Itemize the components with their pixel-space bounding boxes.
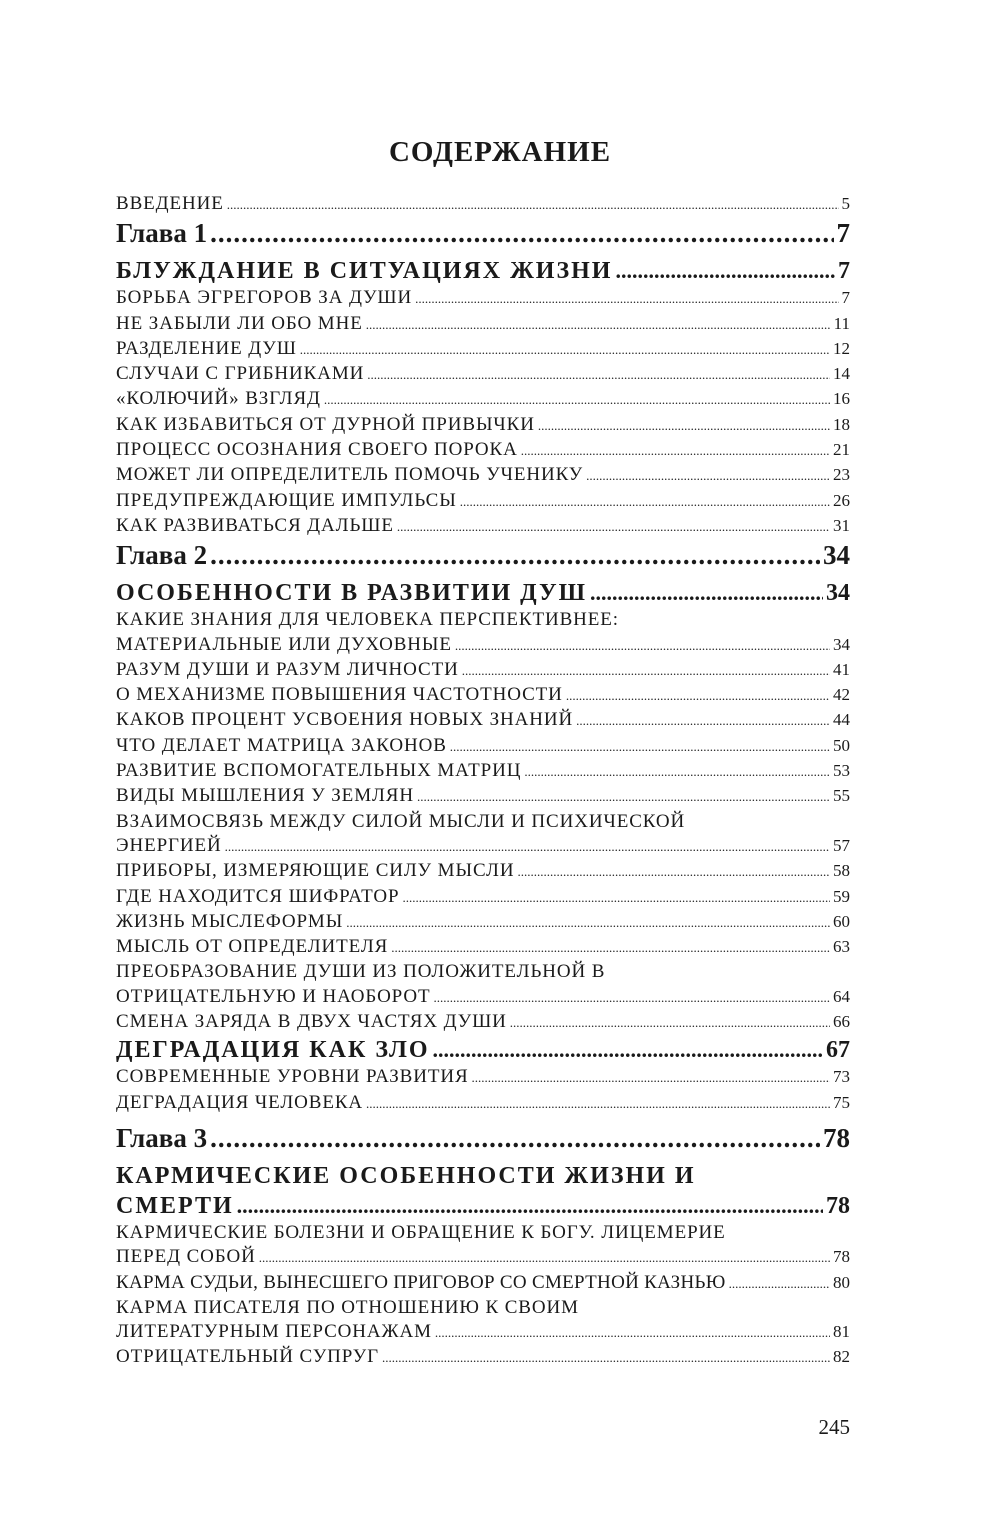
toc-entry-page: 31 — [833, 515, 850, 535]
dot-leader — [237, 1191, 823, 1221]
toc-entry-page: 53 — [833, 761, 850, 781]
toc-section-3[interactable] — [116, 1035, 850, 1065]
page-title: СОДЕРЖАНИЕ — [388, 136, 612, 168]
toc-entry[interactable] — [116, 734, 850, 759]
toc-chapter-page: 78 — [823, 1122, 850, 1153]
toc-entry-title: «КОЛЮЧИЙ» ВЗГЛЯД — [116, 388, 321, 410]
toc-entry[interactable] — [116, 1245, 850, 1270]
toc-entry[interactable] — [116, 1010, 850, 1035]
dot-leader — [225, 834, 830, 859]
toc-entry-page: 21 — [833, 440, 850, 460]
toc-entry-page: 73 — [833, 1067, 850, 1087]
dot-leader — [367, 362, 830, 387]
toc-entry-page: 50 — [833, 735, 850, 755]
toc-entry-page: 66 — [833, 1012, 850, 1032]
toc-entry-title: ПЕРЕД СОБОЙ — [116, 1246, 256, 1268]
toc-entry-title-line1[interactable]: КАРМИЧЕСКИЕ БОЛЕЗНИ И ОБРАЩЕНИЕ К БОГУ. ЛИЦЕМЕРИЕ — [116, 1221, 726, 1243]
toc-entry-page: 7 — [841, 288, 850, 308]
dot-leader — [227, 192, 839, 217]
toc-entry-page: 18 — [833, 414, 850, 434]
toc-entry[interactable] — [116, 387, 850, 412]
toc-entry-title: МОЖЕТ ЛИ ОПРЕДЕЛИТЕЛЬ ПОМОЧЬ УЧЕНИКУ — [116, 464, 584, 486]
toc-entry[interactable] — [116, 658, 850, 683]
toc-section-title: СМЕРТИ — [116, 1192, 234, 1219]
toc-entry-page: 64 — [833, 986, 850, 1006]
toc-entry[interactable] — [116, 362, 850, 387]
toc-section-title: ДЕГРАДАЦИЯ КАК ЗЛО — [116, 1037, 430, 1064]
toc-entry[interactable] — [116, 286, 850, 311]
dot-leader — [210, 539, 820, 572]
dot-leader — [435, 1320, 830, 1345]
toc-entry[interactable] — [116, 312, 850, 337]
dot-leader — [586, 463, 830, 488]
toc-entry-page: 34 — [833, 634, 850, 654]
toc-entry-title: ЭНЕРГИЕЙ — [116, 834, 222, 856]
toc-entry[interactable] — [116, 784, 850, 809]
toc-entry-intro[interactable] — [116, 192, 850, 217]
toc-entry[interactable] — [116, 683, 850, 708]
toc-section-title: ОСОБЕННОСТИ В РАЗВИТИИ ДУШ — [116, 580, 587, 607]
toc-chapter-2[interactable] — [116, 539, 850, 572]
toc-chapter-page: 7 — [836, 218, 850, 249]
toc-entry[interactable] — [116, 859, 850, 884]
dot-leader — [397, 514, 830, 539]
toc-entry[interactable] — [116, 1271, 850, 1296]
toc-section-1[interactable] — [116, 256, 850, 286]
toc-entry-title: КАКОВ ПРОЦЕНТ УСВОЕНИЯ НОВЫХ ЗНАНИЙ — [116, 709, 574, 731]
toc-entry[interactable] — [116, 935, 850, 960]
toc-entry-title: ЧТО ДЕЛАЕТ МАТРИЦА ЗАКОНОВ — [116, 734, 447, 756]
toc-entry[interactable] — [116, 1320, 850, 1345]
page-number: 245 — [818, 1415, 850, 1439]
toc-entry-page: 41 — [833, 659, 850, 679]
dot-leader — [462, 658, 830, 683]
dot-leader — [366, 312, 831, 337]
toc-entry[interactable] — [116, 910, 850, 935]
dot-leader — [566, 683, 830, 708]
toc-section-page: 7 — [838, 258, 850, 285]
toc-entry-title: РАЗУМ ДУШИ И РАЗУМ ЛИЧНОСТИ — [116, 658, 459, 680]
toc-entry-title: ПРИБОРЫ, ИЗМЕРЯЮЩИЕ СИЛУ МЫСЛИ — [116, 860, 515, 882]
toc-chapter-3[interactable] — [116, 1122, 850, 1155]
toc-entry-title: СОВРЕМЕННЫЕ УРОВНИ РАЗВИТИЯ — [116, 1066, 469, 1088]
dot-leader — [472, 1065, 830, 1090]
toc-entry[interactable] — [116, 834, 850, 859]
toc-entry-title: ОТРИЦАТЕЛЬНЫЙ СУПРУГ — [116, 1346, 380, 1368]
dot-leader — [521, 438, 830, 463]
toc-entry-title: ЖИЗНЬ МЫСЛЕФОРМЫ — [116, 910, 344, 932]
toc-entry[interactable] — [116, 759, 850, 784]
toc-chapter-1[interactable] — [116, 217, 850, 250]
dot-leader — [433, 1035, 823, 1065]
dot-leader — [524, 759, 830, 784]
dot-leader — [538, 413, 830, 438]
toc-chapter-title: Глава 3 — [116, 1122, 208, 1153]
toc-entry[interactable] — [116, 708, 850, 733]
toc-section-page: 67 — [826, 1037, 850, 1064]
dot-leader — [434, 985, 830, 1010]
toc-chapter-page: 34 — [823, 540, 850, 571]
toc-entry-page: 26 — [833, 490, 850, 510]
toc-entry-title-line1[interactable]: ВЗАИМОСВЯЗЬ МЕЖДУ СИЛОЙ МЫСЛИ И ПСИХИЧЕСКОЙ — [116, 810, 686, 832]
toc-chapter-title: Глава 2 — [116, 540, 208, 571]
dot-leader — [382, 1345, 830, 1370]
toc-section-2[interactable] — [116, 578, 850, 608]
toc-entry-title-line1[interactable]: КАКИЕ ЗНАНИЯ ДЛЯ ЧЕЛОВЕКА ПЕРСПЕКТИВНЕЕ: — [116, 609, 619, 631]
toc-entry-page: 12 — [833, 338, 850, 358]
dot-leader — [450, 734, 830, 759]
dot-leader — [415, 286, 838, 311]
dot-leader — [510, 1010, 830, 1035]
toc-entry-title: СЛУЧАИ С ГРИБНИКАМИ — [116, 363, 365, 385]
toc-entry-page: 60 — [833, 911, 850, 931]
toc-section-page: 78 — [826, 1192, 850, 1219]
toc-entry[interactable] — [116, 489, 850, 514]
toc-entry[interactable] — [116, 633, 850, 658]
toc-entry-page: 14 — [833, 364, 850, 384]
toc-entry-title: КАК ИЗБАВИТЬСЯ ОТ ДУРНОЙ ПРИВЫЧКИ — [116, 413, 535, 435]
toc-entry-title: О МЕХАНИЗМЕ ПОВЫШЕНИЯ ЧАСТОТНОСТИ — [116, 684, 563, 706]
toc-entry[interactable] — [116, 514, 850, 539]
toc-entry-page: 11 — [833, 313, 850, 333]
toc-entry-title: ОТРИЦАТЕЛЬНУЮ И НАОБОРОТ — [116, 985, 431, 1007]
toc-entry-page: 55 — [833, 786, 850, 806]
toc-entry-page: 59 — [833, 886, 850, 906]
dot-leader — [403, 885, 830, 910]
toc-entry-page: 63 — [833, 937, 850, 957]
toc-entry-title-line1[interactable]: ПРЕОБРАЗОВАНИЕ ДУШИ ИЗ ПОЛОЖИТЕЛЬНОЙ В — [116, 961, 606, 983]
dot-leader — [324, 387, 830, 412]
dot-leader — [460, 489, 830, 514]
toc-entry-page: 81 — [833, 1322, 850, 1342]
dot-leader — [615, 256, 835, 286]
dot-leader — [576, 708, 830, 733]
toc-entry-title: КАРМА СУДЬИ, ВЫНЕСШЕГО ПРИГОВОР СО СМЕРТНОЙ КАЗНЬЮ — [116, 1271, 726, 1293]
toc-entry-title: КАК РАЗВИВАТЬСЯ ДАЛЬШЕ — [116, 514, 394, 536]
toc-entry-title: РАЗВИТИЕ ВСПОМОГАТЕЛЬНЫХ МАТРИЦ — [116, 760, 522, 782]
toc-section-title: БЛУЖДАНИЕ В СИТУАЦИЯХ ЖИЗНИ — [116, 258, 613, 285]
dot-leader — [210, 217, 833, 250]
dot-leader — [366, 1091, 830, 1116]
toc-entry-page: 42 — [833, 685, 850, 705]
dot-leader — [590, 578, 823, 608]
toc-entry-page: 80 — [833, 1272, 850, 1292]
dot-leader — [300, 337, 830, 362]
toc-entry[interactable] — [116, 413, 850, 438]
toc-entry-page: 57 — [833, 835, 850, 855]
toc-entry[interactable] — [116, 1065, 850, 1090]
toc-section-4[interactable] — [116, 1191, 850, 1221]
toc-entry-title: ПРОЦЕСС ОСОЗНАНИЯ СВОЕГО ПОРОКА — [116, 439, 518, 461]
toc-entry[interactable] — [116, 337, 850, 362]
dot-leader — [259, 1245, 830, 1270]
toc-entry-page: 16 — [833, 389, 850, 409]
dot-leader — [391, 935, 830, 960]
toc-chapter-title: Глава 1 — [116, 218, 208, 249]
toc-entry-title: МАТЕРИАЛЬНЫЕ ИЛИ ДУХОВНЫЕ — [116, 633, 452, 655]
toc-entry-page: 44 — [833, 710, 850, 730]
toc-entry-page: 75 — [833, 1092, 850, 1112]
toc-entry-title: БОРЬБА ЭГРЕГОРОВ ЗА ДУШИ — [116, 287, 413, 309]
dot-leader — [346, 910, 830, 935]
toc-entry[interactable] — [116, 438, 850, 463]
dot-leader — [455, 633, 830, 658]
toc-entry-title: ГДЕ НАХОДИТСЯ ШИФРАТОР — [116, 885, 400, 907]
toc-entry-page: 23 — [833, 465, 850, 485]
toc-entry-title: СМЕНА ЗАРЯДА В ДВУХ ЧАСТЯХ ДУШИ — [116, 1011, 507, 1033]
toc-entry-title: НЕ ЗАБЫЛИ ЛИ ОБО МНЕ — [116, 312, 363, 334]
toc-entry[interactable] — [116, 885, 850, 910]
toc-section-page: 34 — [826, 580, 850, 607]
toc-entry-page: 58 — [833, 861, 850, 881]
toc-entry-title: РАЗДЕЛЕНИЕ ДУШ — [116, 337, 297, 359]
dot-leader — [517, 859, 830, 884]
toc-entry-page: 82 — [833, 1347, 850, 1367]
toc-entry[interactable] — [116, 985, 850, 1010]
toc-entry[interactable] — [116, 1345, 850, 1370]
dot-leader — [729, 1271, 830, 1296]
toc-entry[interactable] — [116, 1091, 850, 1116]
dot-leader — [417, 784, 830, 809]
toc-entry-title: ПРЕДУПРЕЖДАЮЩИЕ ИМПУЛЬСЫ — [116, 489, 457, 511]
table-of-contents — [116, 192, 850, 1371]
toc-entry-title-line1[interactable]: КАРМА ПИСАТЕЛЯ ПО ОТНОШЕНИЮ К СВОИМ — [116, 1296, 579, 1318]
toc-entry-title: ЛИТЕРАТУРНЫМ ПЕРСОНАЖАМ — [116, 1321, 432, 1343]
toc-entry-title: ДЕГРАДАЦИЯ ЧЕЛОВЕКА — [116, 1091, 364, 1113]
dot-leader — [210, 1122, 820, 1155]
toc-entry[interactable] — [116, 463, 850, 488]
toc-section-title-line1[interactable]: КАРМИЧЕСКИЕ ОСОБЕННОСТИ ЖИЗНИ И — [116, 1162, 696, 1189]
toc-entry-page: 5 — [841, 194, 850, 213]
toc-entry-page: 78 — [833, 1247, 850, 1267]
toc-entry-title: ВИДЫ МЫШЛЕНИЯ У ЗЕМЛЯН — [116, 785, 414, 807]
toc-entry-title: ВВЕДЕНИЕ — [116, 193, 224, 214]
toc-entry-title: МЫСЛЬ ОТ ОПРЕДЕЛИТЕЛЯ — [116, 936, 389, 958]
